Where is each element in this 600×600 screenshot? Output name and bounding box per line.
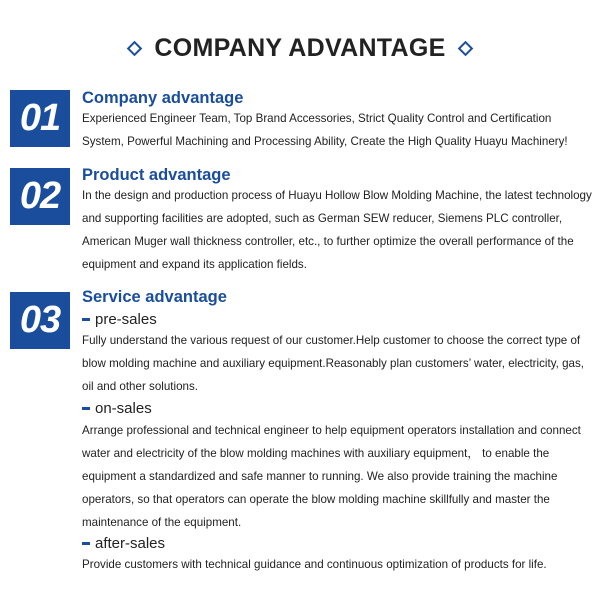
dash-icon	[82, 407, 90, 410]
diamond-left-icon	[127, 40, 143, 56]
subsection-heading-label: pre-sales	[95, 311, 157, 328]
page-title: COMPANY ADVANTAGE	[154, 33, 446, 62]
section-title: Service advantage	[82, 288, 227, 306]
subsection-heading-after-sales	[82, 535, 165, 552]
subsection-text: Fully understand the various request of our customer.Help customer to choose the correct type of blow molding machine and auxiliary equipment.Reasonably plan customers’ water, electricity, gas, oil and other solutions.	[82, 334, 585, 393]
section-text: Experienced Engineer Team, Top Brand Accessories, Strict Quality Control and Certification System, Powerful Machining and Processing Ability, Create the High Quality Huayu Machinery!	[82, 112, 568, 148]
diamond-right-icon	[457, 40, 473, 56]
section-number-badge: 02	[10, 168, 70, 225]
section-number-badge: 01	[10, 90, 70, 147]
subsection-heading-label: after-sales	[95, 535, 166, 552]
dash-icon	[82, 542, 90, 545]
subsection-heading-label: on-sales	[95, 400, 152, 417]
subsection-heading-on-sales	[82, 400, 152, 417]
section-title: Product advantage	[82, 166, 231, 184]
section-text: In the design and production process of Huayu Hollow Blow Molding Machine, the latest technology and supporting facilities are adopted, such as German SEW reducer, Siemens PLC controller, American Muger wall thickness controller, etc., to further optimize the overall performance of the equipment and expand its application fields.	[82, 189, 592, 271]
subsection-heading-pre-sales	[82, 311, 157, 328]
section-title: Company advantage	[82, 89, 244, 107]
subsection-text: Provide customers with technical guidance and continuous optimization of products for life.	[82, 558, 547, 571]
page-header	[0, 30, 600, 66]
section-number-badge: 03	[10, 292, 70, 349]
dash-icon	[82, 318, 90, 321]
subsection-text: Arrange professional and technical engineer to help equipment operators installation and connect water and electricity of the blow molding machines with auxiliary equipment， to enable the equipment a standardized and safe manner to running. We also provide training the machine operators, so that operators can operate the blow molding machine skillfully and master the maintenance of the equipment.	[82, 424, 581, 529]
